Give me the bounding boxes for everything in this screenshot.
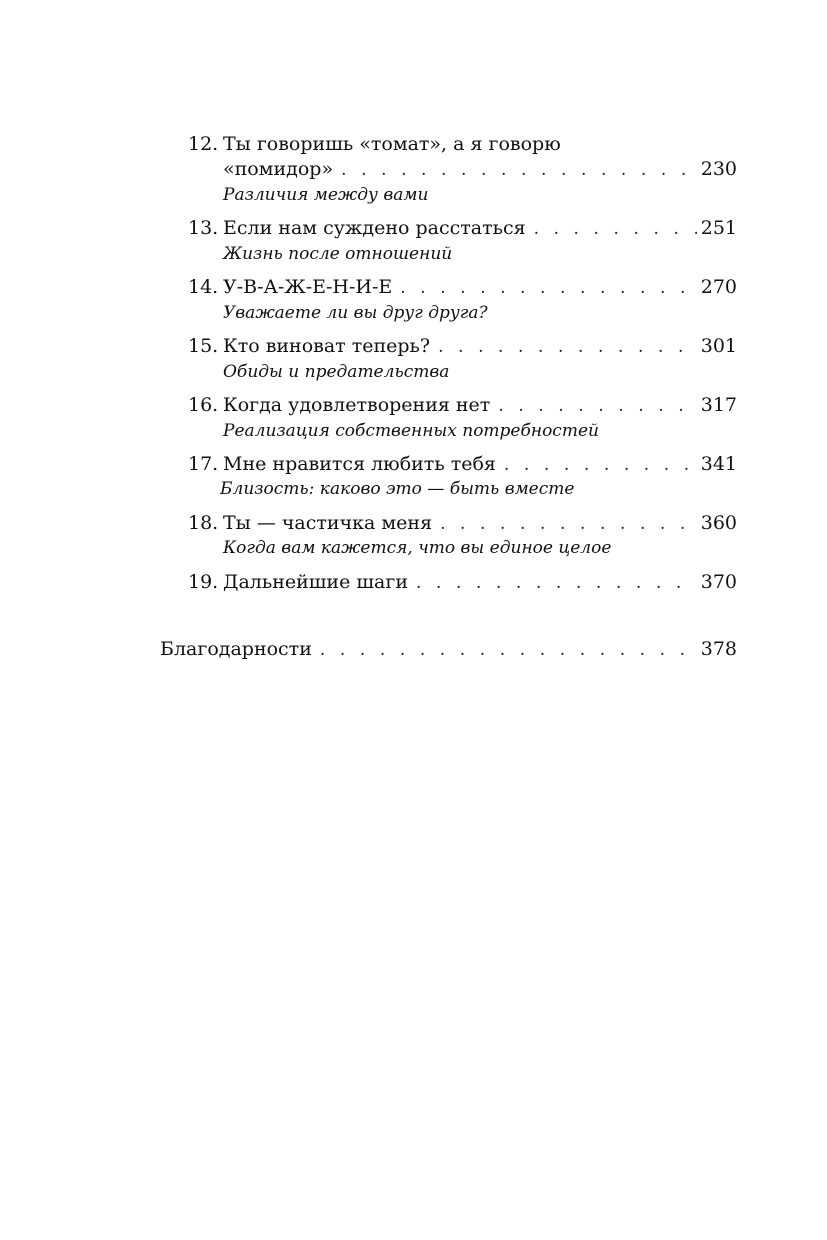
toc-entry-16-leader — [498, 393, 696, 419]
toc-entry-acknowledgments[interactable] — [160, 636, 737, 662]
toc-entry-18-number: 18. — [188, 512, 219, 534]
toc-entry-14-leader — [400, 275, 696, 301]
toc-entry-12-leader — [341, 157, 697, 183]
toc-entry-16-page: 317 — [700, 394, 737, 416]
toc-entry-18-title: Ты — частичка меня — [223, 512, 433, 534]
toc-entry-16-title: Когда удовлетворения нет — [223, 394, 491, 416]
toc-acknowledgments-title: Благодарности — [160, 638, 312, 660]
toc-entry-14-title: У-В-А-Ж-Е-Н-И-Е — [223, 276, 393, 298]
toc-entry-12-title: «помидор» — [223, 158, 334, 180]
toc-entry-19-page: 370 — [700, 571, 737, 593]
toc-entry-14-number: 14. — [188, 276, 219, 298]
toc-entry-19[interactable] — [188, 569, 737, 595]
toc-entry-15-number: 15. — [188, 335, 219, 357]
toc-entry-17-leader — [504, 452, 697, 478]
toc-entry-12[interactable] — [223, 156, 737, 182]
toc-entry-15-leader — [438, 334, 697, 360]
toc-entry-12-number: 12. — [188, 133, 219, 155]
toc-entry-13-subtitle: Жизнь после отношений — [223, 244, 453, 264]
toc-entry-14-page: 270 — [700, 276, 737, 298]
toc-entry-19-number: 19. — [188, 571, 219, 593]
toc-acknowledgments-leader — [320, 637, 697, 663]
toc-entry-15-subtitle: Обиды и предательства — [223, 362, 450, 382]
toc-entry-18[interactable] — [188, 510, 737, 536]
toc-entry-16-subtitle: Реализация собственных потребностей — [223, 421, 599, 441]
toc-entry-14[interactable] — [188, 274, 737, 300]
toc-entry-13-number: 13. — [188, 217, 219, 239]
toc-entry-12-title-line1 — [188, 131, 561, 157]
toc-entry-13-page: 251 — [700, 217, 737, 239]
toc-entry-17-number: 17. — [188, 453, 219, 475]
toc-entry-18-page: 360 — [700, 512, 737, 534]
toc-entry-13-title: Если нам суждено расстаться — [223, 217, 526, 239]
toc-entry-13-leader — [534, 216, 697, 242]
toc-entry-17-subtitle: Близость: каково это — быть вместе — [220, 479, 575, 499]
toc-entry-12-subtitle: Различия между вами — [223, 185, 429, 205]
toc-entry-19-title: Дальнейшие шаги — [223, 571, 408, 593]
toc-entry-16-number: 16. — [188, 394, 219, 416]
toc-entry-15-page: 301 — [700, 335, 737, 357]
toc-entry-14-subtitle: Уважаете ли вы друг друга? — [223, 303, 488, 323]
toc-entry-17-title: Мне нравится любить тебя — [223, 453, 496, 475]
toc-entry-16[interactable] — [188, 392, 737, 418]
toc-entry-15-title: Кто виноват теперь? — [223, 335, 431, 357]
toc-entry-12-page: 230 — [700, 158, 737, 180]
toc-entry-18-subtitle: Когда вам кажется, что вы единое целое — [223, 538, 612, 558]
toc-entry-17-page: 341 — [700, 453, 737, 475]
toc-entry-15[interactable] — [188, 333, 737, 359]
toc-entry-18-leader — [440, 511, 697, 537]
toc-entry-12-title-first-line: Ты говоришь «томат», а я говорю — [223, 133, 561, 155]
toc-acknowledgments-page: 378 — [700, 638, 737, 660]
toc-entry-13[interactable] — [188, 215, 737, 241]
toc-entry-17[interactable] — [188, 451, 737, 477]
toc-entry-19-leader — [416, 570, 697, 596]
